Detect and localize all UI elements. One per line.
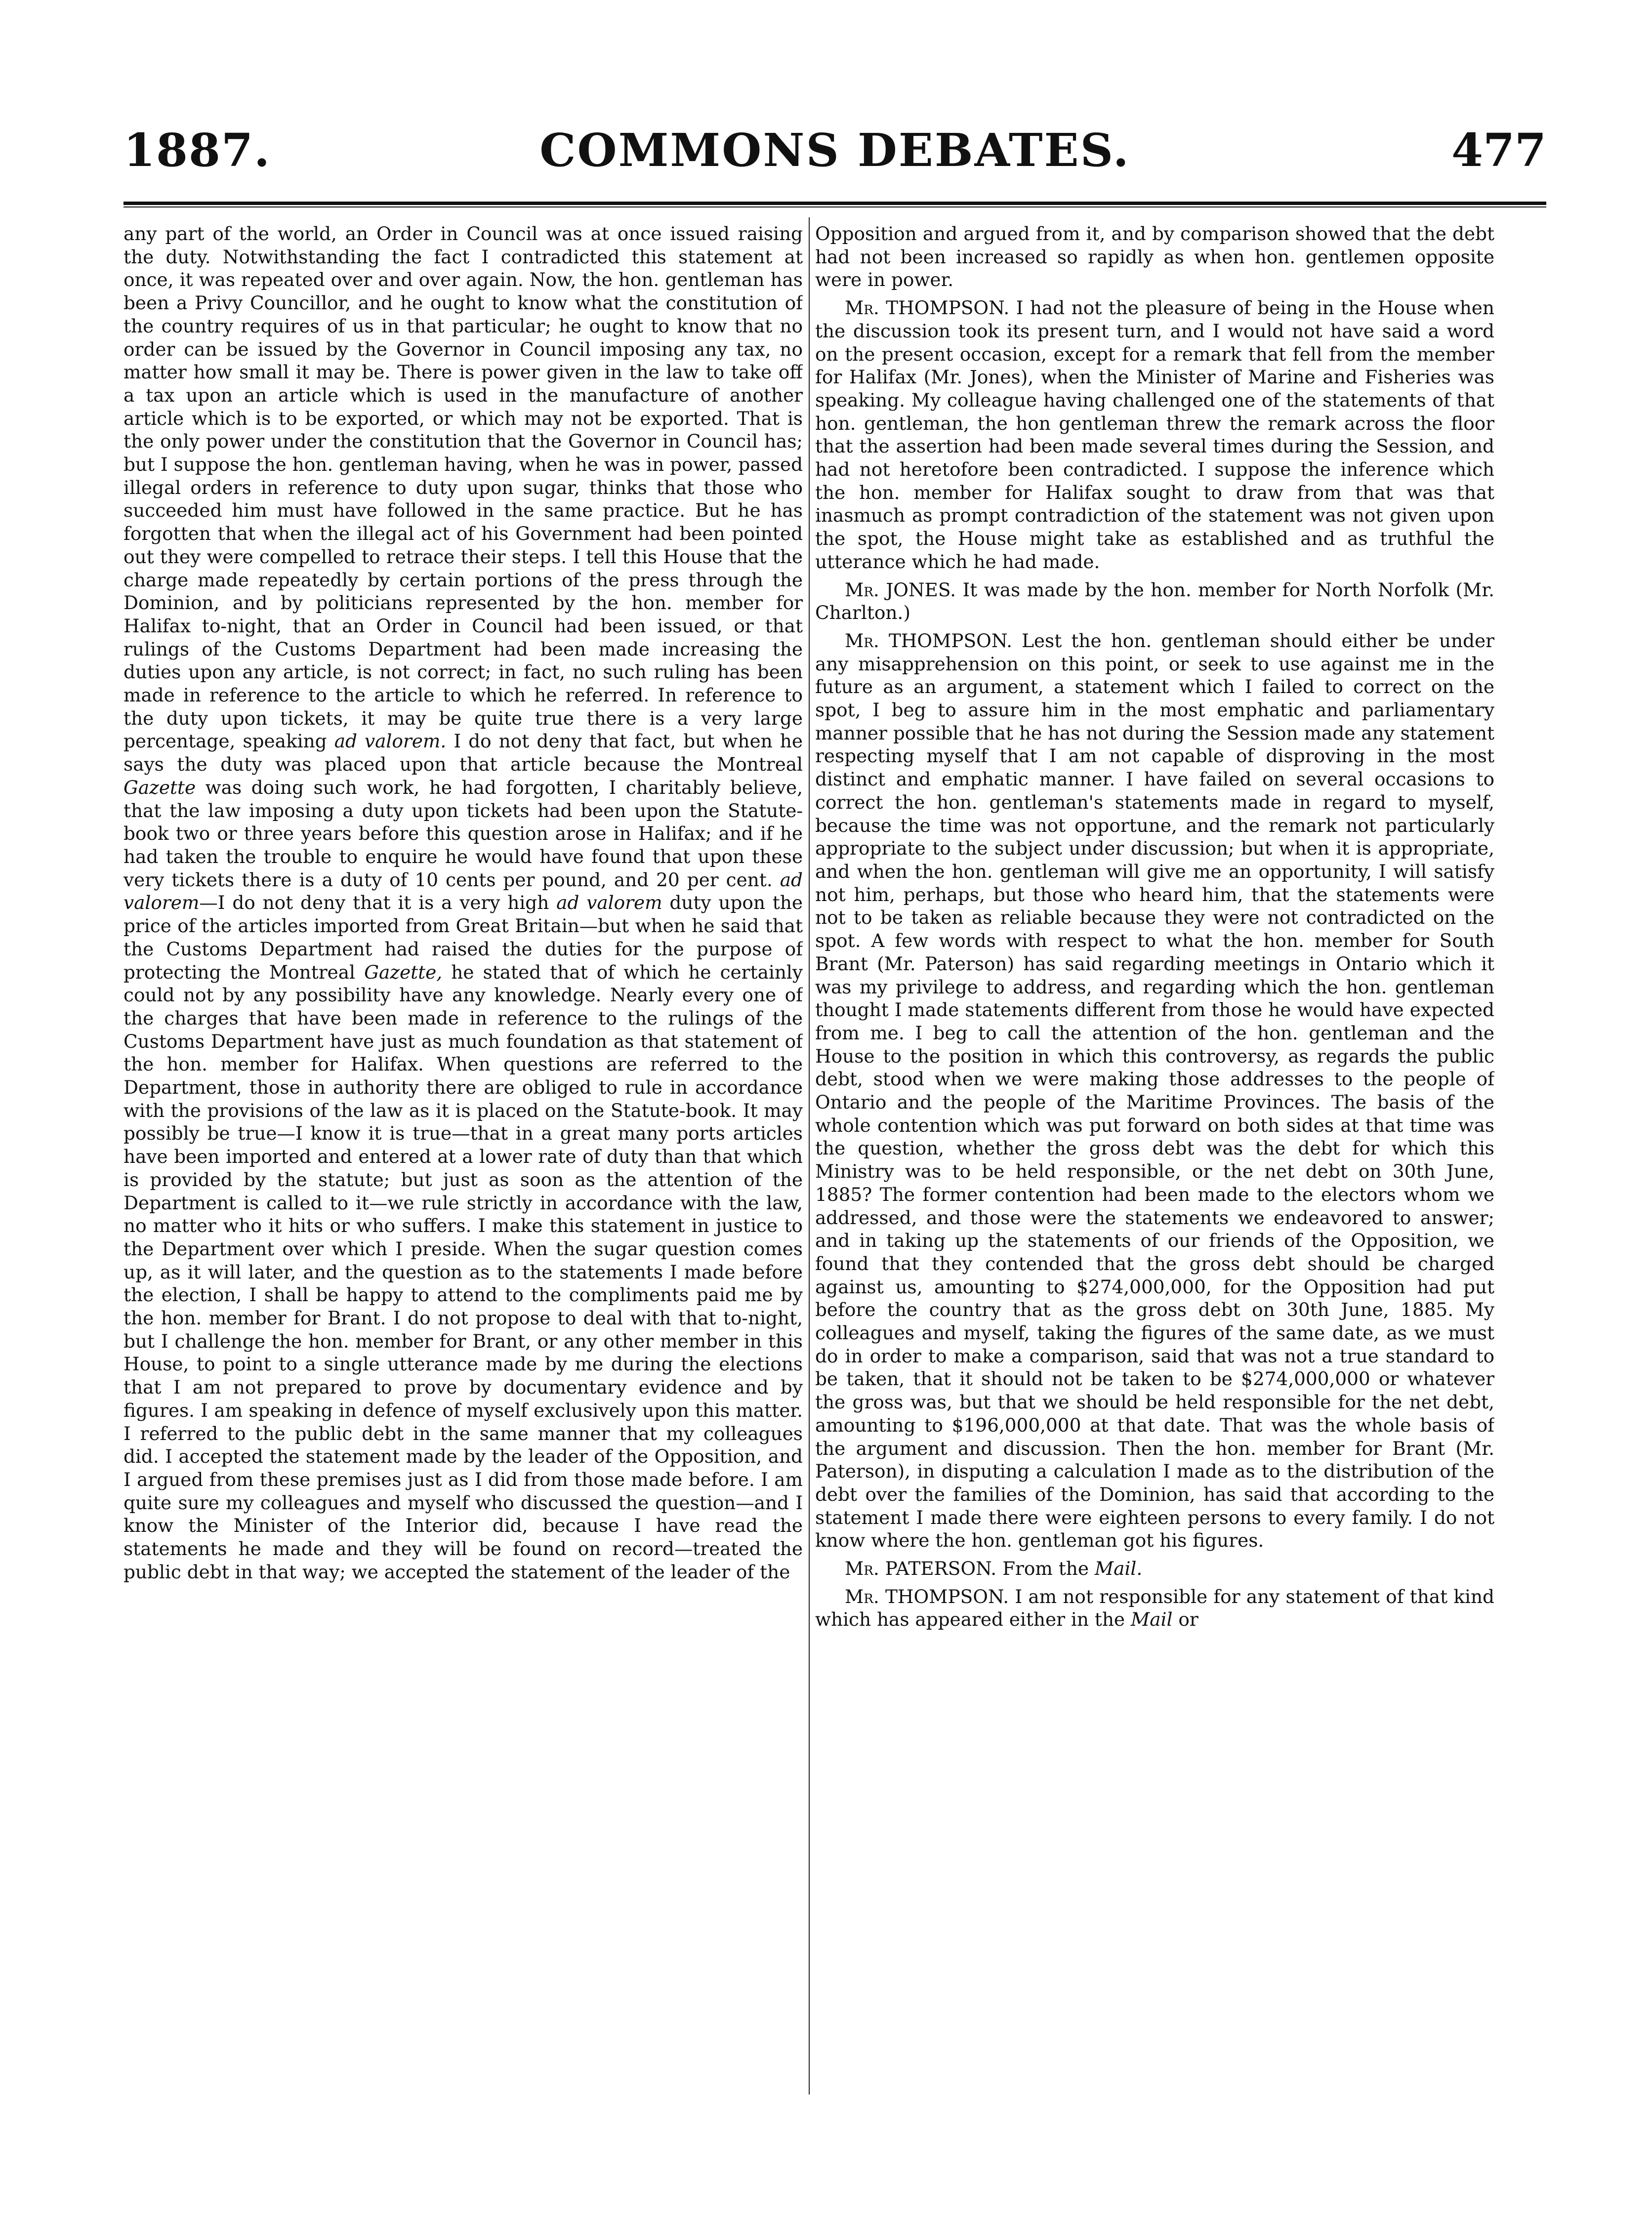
speech-paragraph — [815, 578, 1494, 624]
speaker-name: Mr. THOMPSON. — [845, 297, 1010, 319]
page-header — [124, 123, 1546, 198]
speech-paragraph — [815, 1557, 1494, 1580]
text-run: Opposition and argued from it, and by comparison showed that the debt had not been increased so rapidly as when hon. gentlemen opposite were in power. — [815, 223, 1494, 291]
speech-paragraph — [815, 629, 1494, 1552]
header-rule — [124, 202, 1546, 207]
text-run: From the — [1002, 1558, 1089, 1580]
right-column — [815, 222, 1494, 2095]
text-run: I do not deny that fact, but when he says the duty was placed upon that article because the Montreal — [124, 730, 803, 776]
speech-paragraph — [815, 1585, 1494, 1631]
italic-run: Mail. — [1094, 1558, 1143, 1580]
text-run: any part of the world, an Order in Council was at once issued raising the duty. Notwithstanding the fact I contradicted this statement at once, it was repeated over and over again. Now, the hon. gentleman has been a Privy Councillor, and he ought to know what the constitution of the country requires of us in that particular; he ought to know that no order can be issued by the Governor in Council imposing any tax, no matter how small it may be. There is power given in the law to take off a tax upon an article which is used in the manufacture of another article which is to be exported, or which may not be exported. That is the only power under the constitution that the Governor in Council has; but I suppose the hon. gentleman having, when he was in power, passed illegal orders in reference to duty upon sugar, thinks that those who succeeded him must have followed in the same practice. But he has forgotten that when the illegal act of his Government had been pointed out they were compelled to retrace their steps. I tell this House that the charge made repeatedly by certain portions of the press through the Dominion, and by politicians represented by the hon. member for Halifax to-night, that an Order in Council had been issued, or that rulings of the Customs Department had been made increasing the duties upon any article, is not correct; in fact, no such ruling has been made in reference to the article to which he referred. In reference to the duty upon tickets, it may be quite true there is a very large percentage, speaking — [124, 223, 803, 752]
text-run: —I do not deny that it is a very high — [199, 892, 549, 914]
speech-paragraph — [815, 296, 1494, 573]
text-run: he stated that of which he certainly could not by any possibility have any knowledge. Nearly every one of the charges that have been made in reference to the rulings of the Customs Department have just as much foundation as that statement of the hon. member for Halifax. When questions are referred to the Department, those in authority there are obliged to rule in accordance with the provisions of the law as it is placed on the Statute-book. It may possibly be true—I know it is true—that in a great many ports articles have been imported and entered at a lower rate of duty than that which is provided by the statute; but just as soon as the attention of the Department is called to it—we rule strictly in accordance with the law, no matter who it hits or who suffers. I make this statement in justice to the Department over which I preside. When the sugar question comes up, as it will later, and the question as to the statements I made before the election, I shall be happy to attend to the compliments paid me by the hon. member for Brant. I do not propose to deal with that to-night, but I challenge the hon. member for Brant, or any other member in this House, to point to a single utterance made by me during the elections that I am not prepared to prove by documentary evidence and by figures. I am speaking in defence of myself exclusively upon this matter. I referred to the public debt in the same manner that my colleagues did. I accepted the statement made by the leader of the Opposition, and I argued from these premises just as I did from those made before. I am quite sure my colleagues and myself who discussed the question—and I know the Minister of the Interior did, because I have read the statements he made and they will be found on record—treated the public debt in that way; we accepted the statement of the leader of the — [124, 961, 803, 1583]
left-paragraph — [124, 222, 803, 1583]
italic-run: ad valorem — [556, 892, 662, 914]
header-year: 1887. — [124, 123, 271, 177]
speaker-name: Mr. JONES. — [845, 578, 956, 601]
speaker-name: Mr. THOMPSON. — [845, 1585, 1009, 1607]
text-run: was doing such work, he had forgotten, I charitably believe, that the law imposing a duty upon tickets had been upon the Statute-book two or three years before this question arose in Halifax; and if he had taken the trouble to enquire he would have found that upon these very tickets there is a duty of 10 cents per pound, and 20 per cent. — [124, 776, 803, 891]
text-run: Lest the hon. gentleman should either be under any misapprehension on this point, or seek to use against me in the future as an argument, a statement which I failed to correct on the spot, I beg to assure him in the most emphatic and parliamentary manner possible that he has not during the Session made any statement respecting myself that I am not capable of disproving in the most distinct and emphatic manner. I have failed on several occasions to correct the hon. gentleman's statements made in regard to myself, because the time was not opportune, and the remark not particularly appropriate to the subject under discussion; but when it is appropriate, and when the hon. gentleman will give me an opportunity, I will satisfy not him, perhaps, but those who heard him, that the statements were not to be taken as reliable because they were not contradicted on the spot. A few words with respect to what the hon. member for South Brant (Mr. Paterson) has said regarding meetings in Ontario which it was my privilege to address, and regarding which the hon. gentleman thought I made statements different from those he would have expected from me. I beg to call the attention of the hon. gentleman and the House to the position in which this controversy, as regards the public debt, stood when we were making those addresses to the people of Ontario and the people of the Maritime Provinces. The basis of the whole contention which was put forward on both sides at that time was the question, whether the gross debt was the debt for which this Ministry was to be held responsible, or the net debt on 30th June, 1885? The former contention had been made to the electors whom we addressed, and those were the statements we endeavored to answer; and in taking up the statements of our friends of the Opposition, we found that they contended that the gross debt should be charged against us, amounting to $274,000,000, for the Opposition had put before the country that as the gross debt on 30th June, 1885. My colleagues and myself, taking the figures of the same date, as we must do in order to make a comparison, said that was not a true standard to be taken, that it should not be taken to be $274,000,000 or whatever the gross was, but that we should be held responsible for the net debt, amounting to $196,000,000 at that date. That was the whole basis of the argument and discussion. Then the hon. member for Brant (Mr. Paterson), in disputing a calculation I made as to the distribution of the debt over the families of the Dominion, has said that according to the statement I made there were eighteen persons to every family. I do not know where the hon. gentleman got his figures. — [815, 629, 1494, 1552]
header-title: COMMONS DEBATES. — [539, 123, 1130, 177]
italic-run: Gazette, — [364, 961, 443, 983]
text-run: duty upon the price of the articles imported from Great Britain—but when he said that the Customs Department had raised the duties for the purpose of protecting the Montreal — [124, 892, 803, 983]
italic-run: Gazette — [124, 776, 196, 798]
italic-run: ad valorem. — [334, 730, 447, 752]
column-divider — [809, 217, 810, 2095]
italic-run: Mail — [1130, 1608, 1173, 1631]
speaker-name: Mr. THOMPSON. — [845, 629, 1012, 652]
text-run: It was made by the hon. member for North Norfolk (Mr. Charlton.) — [815, 578, 1494, 624]
text-run: I am not responsible for any statement of that kind which has appeared either in the — [815, 1585, 1494, 1631]
left-column — [124, 222, 803, 2095]
header-page-number: 477 — [1451, 123, 1546, 177]
speaker-name: Mr. PATERSON. — [845, 1558, 997, 1580]
italic-run: ad valorem — [124, 868, 803, 914]
text-run: or — [1178, 1608, 1198, 1631]
right-paragraph — [815, 222, 1494, 291]
text-run: I had not the pleasure of being in the House when the discussion took its present turn, and I would not have said a word on the present occasion, except for a remark that fell from the member for Halifax (Mr. Jones), when the Minister of Marine and Fisheries was speaking. My colleague having challenged one of the statements of that hon. gentleman, the hon gentleman threw the remark across the floor that the assertion had been made several times during the Session, and had not heretofore been contradicted. I suppose the inference which the hon. member for Halifax sought to draw from that was that inasmuch as prompt contradiction of the statement was not given upon the spot, the House might take as established and as truthful the utterance which he had made. — [815, 297, 1494, 573]
